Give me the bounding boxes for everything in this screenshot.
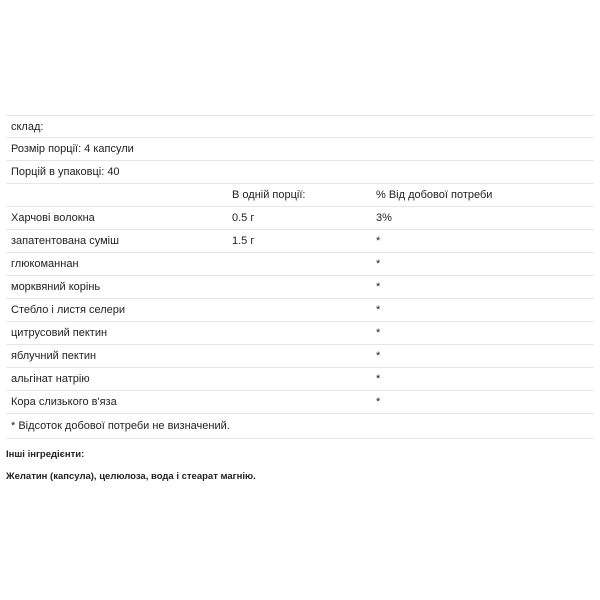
nutrient-amount: 0.5 г [232, 212, 255, 224]
nutrient-name: яблучний пектин [11, 350, 97, 362]
nutrient-daily-value: * [376, 327, 381, 339]
nutrient-daily-value: * [376, 373, 381, 385]
composition-label: склад: [11, 121, 44, 133]
supplement-facts-table [6, 115, 594, 439]
footnote: * Відсоток добової потреби не визначений. [11, 420, 230, 432]
column-header-row [6, 184, 594, 207]
nutrient-name: Кора слизького в'яза [11, 396, 117, 408]
servings-per-container-row [6, 161, 594, 184]
nutrient-row [6, 230, 594, 253]
nutrient-row [6, 368, 594, 391]
nutrient-name: альгінат натрію [11, 373, 90, 385]
nutrient-row [6, 322, 594, 345]
nutrient-amount: 1.5 г [232, 235, 255, 247]
nutrient-row [6, 391, 594, 414]
nutrient-name: глюкоманнан [11, 258, 79, 270]
composition-row [6, 115, 594, 138]
other-ingredients-text: Желатин (капсула), целюлоза, вода і стеарат магнію. [6, 471, 256, 482]
per-serving-header: В одній порції: [232, 189, 306, 201]
nutrient-name: цитрусовий пектин [11, 327, 108, 339]
serving-size: Розмір порції: 4 капсули [11, 143, 134, 155]
nutrient-daily-value: * [376, 258, 381, 270]
nutrient-row [6, 207, 594, 230]
nutrient-daily-value: * [376, 304, 381, 316]
nutrient-row [6, 276, 594, 299]
nutrient-name: морквяний корінь [11, 281, 101, 293]
nutrient-row [6, 299, 594, 322]
nutrient-daily-value: * [376, 350, 381, 362]
nutrient-name: запатентована суміш [11, 235, 119, 247]
footnote-row [6, 414, 594, 439]
nutrient-daily-value: * [376, 281, 381, 293]
nutrient-name: Стебло і листя селери [11, 304, 126, 316]
servings-per-container: Порцій в упаковці: 40 [11, 166, 120, 178]
nutrient-daily-value: 3% [376, 212, 392, 224]
nutrient-daily-value: * [376, 396, 381, 408]
serving-size-row [6, 138, 594, 161]
nutrient-name: Харчові волокна [11, 212, 95, 224]
other-ingredients-label: Інші інгредієнти: [6, 449, 85, 460]
daily-value-header: % Від добової потреби [376, 189, 493, 201]
nutrient-row [6, 345, 594, 368]
nutrient-daily-value: * [376, 235, 381, 247]
nutrient-row [6, 253, 594, 276]
